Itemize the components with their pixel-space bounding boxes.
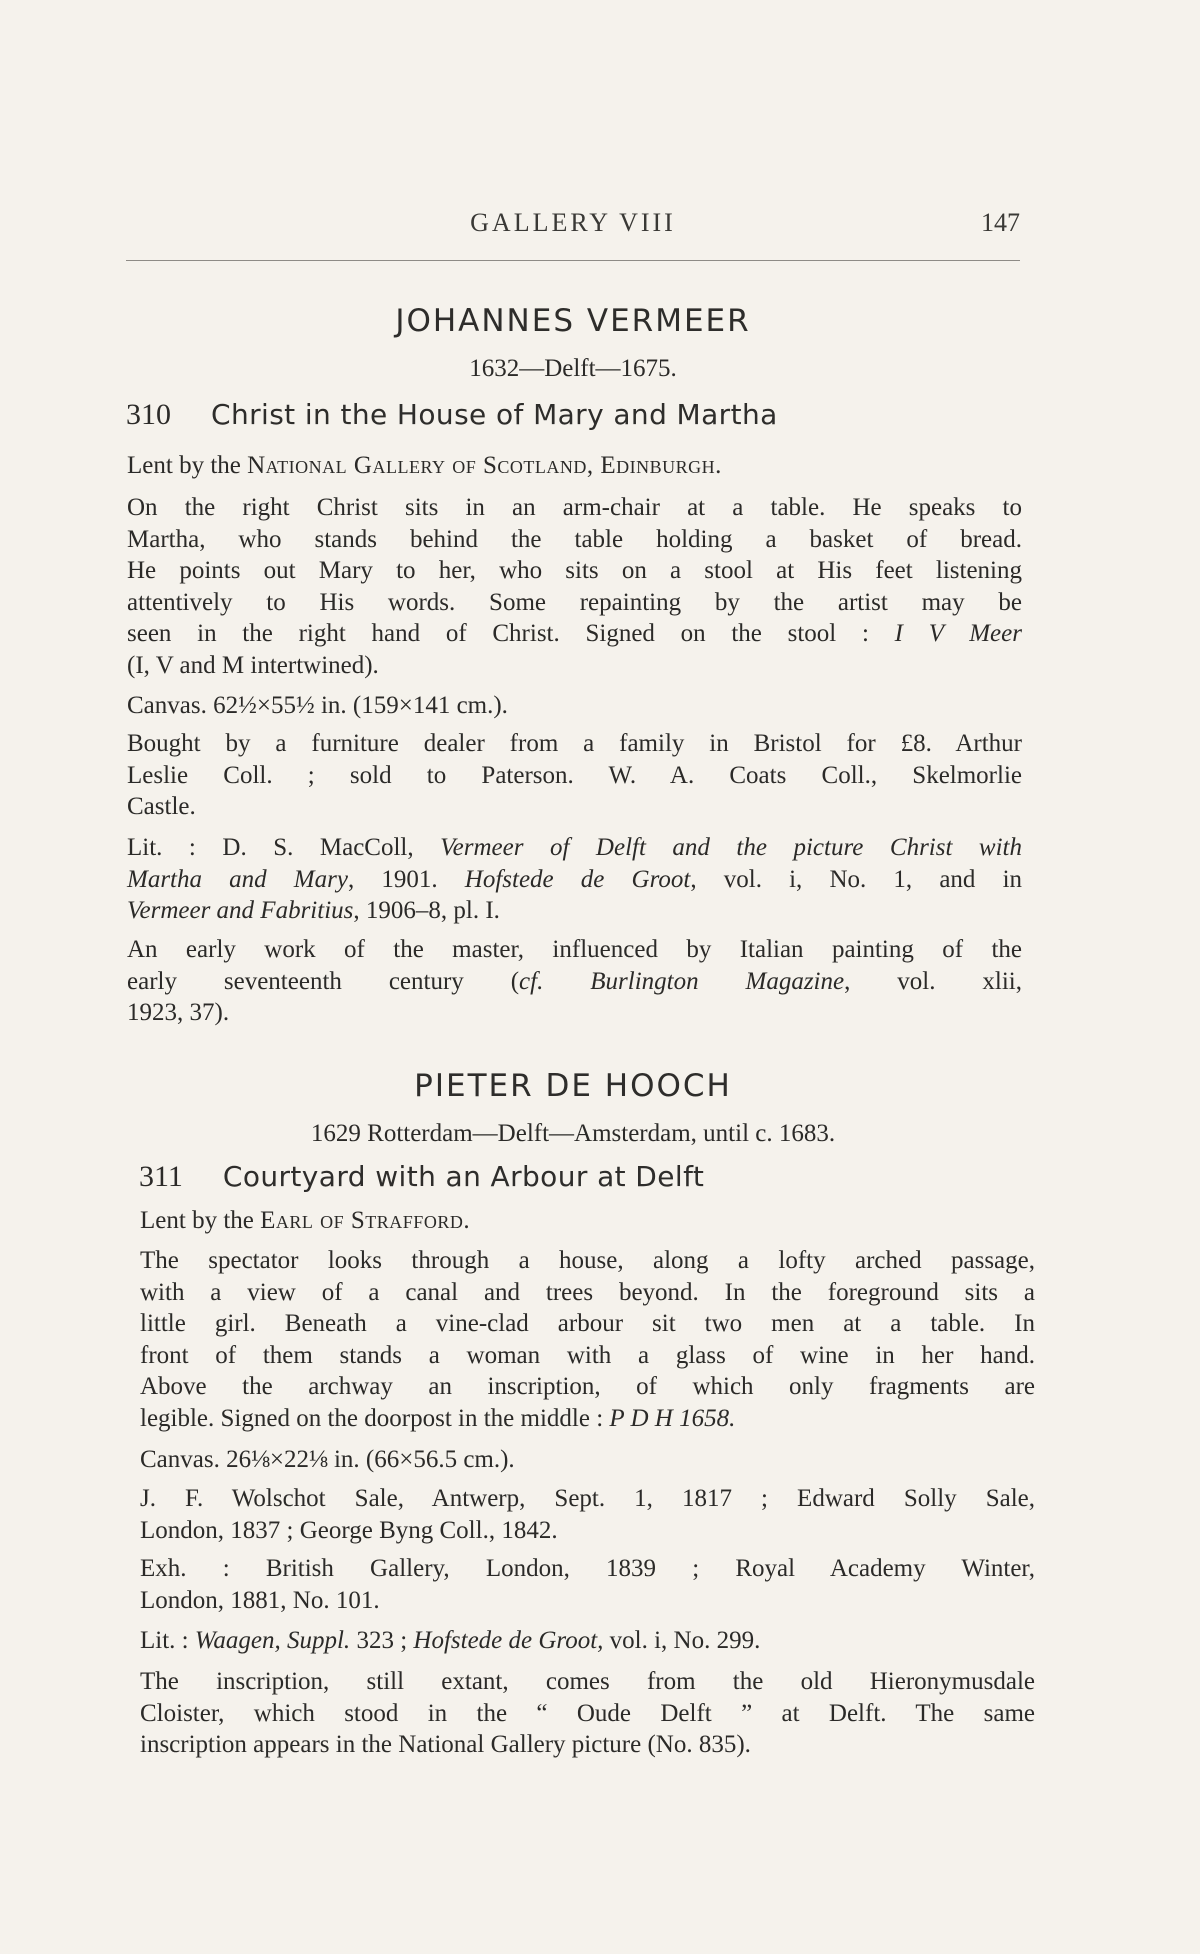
page-number: 147 <box>981 208 1020 237</box>
lender-line-310: Lent by the National Gallery of Scotland, Edinburgh. <box>127 452 722 479</box>
literature-311: Lit. : Waagen, Suppl. 323 ; Hofstede de Groot, vol. i, No. 299. <box>140 1627 761 1654</box>
note-311: The inscription, still extant, comes from the old Hieronymusdale Cloister, which stood in the “ Oude Delft ” at Delft. The same inscription appears in the National Gallery picture (No. 835). <box>140 1668 1035 1758</box>
description-310: On the right Christ sits in an arm-chair at a table. He speaks to Martha, who stands behind the table holding a basket of bread. He points out Mary to her, who sits on a stool at His feet listening attentively to His words. Some repainting by the artist may be seen in the right hand of Christ. Signed on the stool : I V Meer (I, V and M intertwined). <box>127 494 1022 679</box>
entry-title: Courtyard with an Arbour at Delft <box>222 1160 705 1193</box>
signature: I V Meer <box>894 620 1022 647</box>
entry-heading-310 <box>126 398 778 432</box>
canvas-line-310: Canvas. 62½×55½ in. (159×141 cm.). <box>127 692 508 719</box>
note-310: An early work of the master, influenced by Italian painting of the early seventeenth century (cf. Burlington Magazine, vol. xlii, 1923, 37). <box>127 936 1022 1026</box>
running-header <box>126 200 1020 261</box>
running-title: GALLERY VIII <box>470 208 676 237</box>
lender-line-311: Lent by the Earl of Strafford. <box>140 1207 470 1234</box>
artist-dates-vermeer: 1632—Delft—1675. <box>469 355 677 382</box>
signature: P D H 1658. <box>609 1404 736 1432</box>
lender-name: National Gallery of Scotland, Edinburgh <box>247 452 716 479</box>
lender-name: Earl of Strafford <box>260 1207 464 1234</box>
entry-title: Christ in the House of Mary and Martha <box>211 398 778 431</box>
literature-310: Lit. : D. S. MacColl, Vermeer of Delft and the picture Christ with Martha and Mary, 1901. Hofstede de Groot, vol. i, No. 1, and in Vermeer and Fabritius, 1906–8, pl. I. <box>127 834 1023 924</box>
provenance-311: J. F. Wolschot Sale, Antwerp, Sept. 1, 1817 ; Edward Solly Sale, London, 1837 ; George Byng Coll., 1842. <box>140 1485 1035 1544</box>
provenance-310: Bought by a furniture dealer from a family in Bristol for £8. Arthur Leslie Coll. ; sold to Paterson. W. A. Coats Coll., Skelmorlie Castle. <box>127 730 1022 820</box>
artist-dates-de-hooch: 1629 Rotterdam—Delft—Amsterdam, until c. 1683. <box>310 1120 836 1147</box>
entry-number: 310 <box>126 398 171 431</box>
description-311: The spectator looks through a house, along a lofty arched passage, with a view of a canal and trees beyond. In the foreground sits a little girl. Beneath a vine-clad arbour sit two men at a table. In front of them stands a woman with a glass of wine in her hand. Above the archway an inscription, of which only fragments are legible. Signed on the doorpost in the middle : P D H 1658. <box>140 1247 1035 1432</box>
entry-number: 311 <box>139 1160 183 1193</box>
canvas-line-311: Canvas. 26⅛×22⅛ in. (66×56.5 cm.). <box>140 1446 515 1473</box>
artist-heading-de-hooch: PIETER DE HOOCH <box>414 1068 732 1104</box>
artist-heading-vermeer: JOHANNES VERMEER <box>395 303 751 339</box>
entry-heading-311 <box>139 1160 704 1194</box>
exhibitions-311: Exh. : British Gallery, London, 1839 ; Royal Academy Winter, London, 1881, No. 101. <box>140 1555 1035 1614</box>
